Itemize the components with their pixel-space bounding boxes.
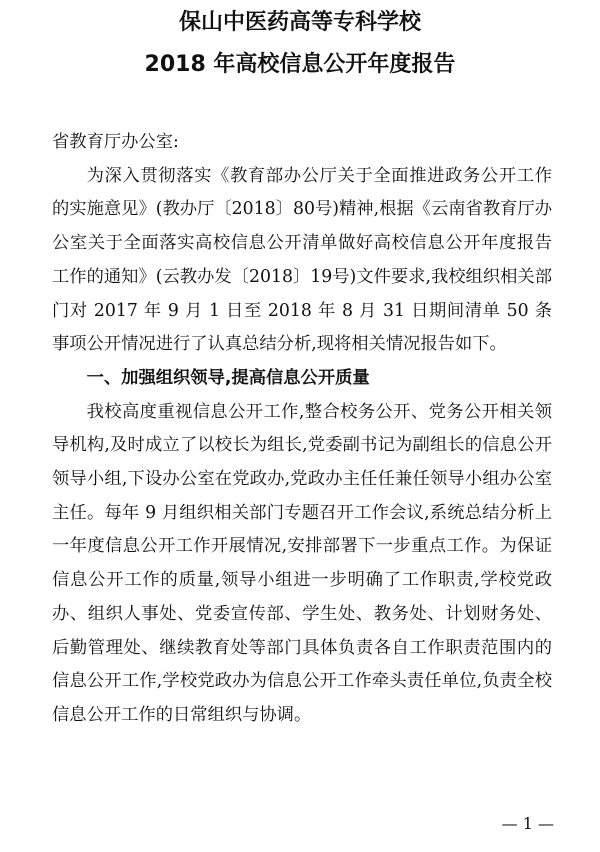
salutation: 省教育厅办公室: [52,132,179,152]
page-number: — 1 — [501,814,554,833]
document-title-line1: 保山中医药高等专科学校 [178,10,421,35]
document-body [52,126,552,733]
section-1-heading: 一、加强组织领导,提高信息公开质量 [86,367,370,388]
document-title-line2: 2018 年高校信息公开年度报告 [144,52,456,77]
intro-paragraph: 为深入贯彻落实《教育部办公厅关于全面推进政务公开工作的实施意见》(教办厅〔2018〕80号)精神,根据《云南省教育厅办公室关于全面落实高校信息公开清单做好高校信息公开年度报告工作的通知》(云教办发〔2018〕19号)文件要求,我校组织相关部门对 2017 年 9 月 1 日至 2018 年 8 月 31 日期间清单 50 条事项公开情况进行了认真总结分析,现将相关情况报告如下。 [52,165,552,355]
section-1-paragraph: 我校高度重视信息公开工作,整合校务公开、党务公开相关领导机构,及时成立了以校长为组长,党委副书记为副组长的信息公开领导小组,下设办公室在党政办,党政办主任任兼任领导小组办公室主任。每年 9 月组织相关部门专题召开工作会议,系统总结分析上一年度信息公开工作开展情况,安排部署下一步重点工作。为保证信息公开工作的质量,领导小组进一步明确了工作职责,学校党政办、组织人事处、党委宣传部、学生处、教务处、计划财务处、后勤管理处、继续教育处等部门具体负责各自工作职责范围内的信息公开工作,学校党政办为信息公开工作牵头责任单位,负责全校信息公开工作的日常组织与协调。 [52,401,552,725]
